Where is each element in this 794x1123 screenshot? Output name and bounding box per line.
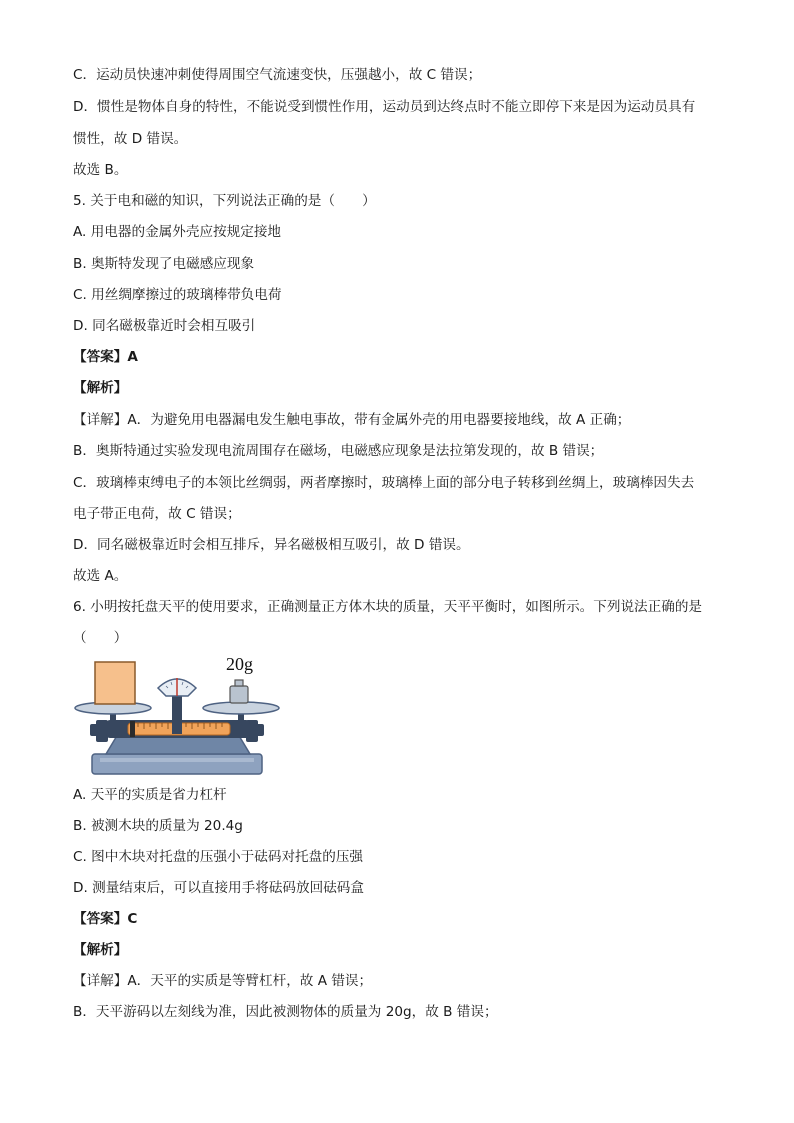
question-6-option-b: B. 被测木块的质量为 20.4g <box>73 818 243 834</box>
question-5-option-a: A. 用电器的金属外壳应按规定接地 <box>73 224 282 240</box>
question-6-detail-b: B．天平游码以左刻线为准，因此被测物体的质量为 20g，故 B 错误； <box>73 1004 498 1020</box>
balance-scale-figure <box>70 650 285 778</box>
text-line-4: 故选 B。 <box>73 162 128 178</box>
question-6-option-a: A. 天平的实质是省力杠杆 <box>73 787 227 803</box>
question-5-detail-c-cont: 电子带正电荷，故 C 错误； <box>73 506 241 522</box>
question-6-stem: 6. 小明按托盘天平的使用要求，正确测量正方体木块的质量，天平平衡时，如图所示。下列说法正确的是 <box>73 599 703 615</box>
question-5-analysis-label: 【解析】 <box>73 380 128 396</box>
question-5-option-b: B. 奥斯特发现了电磁感应现象 <box>73 256 255 272</box>
question-5-detail-d: D．同名磁极靠近时会相互排斥，异名磁极相互吸引，故 D 错误。 <box>73 537 470 553</box>
question-6-analysis-label: 【解析】 <box>73 942 128 958</box>
question-5-option-c: C. 用丝绸摩擦过的玻璃棒带负电荷 <box>73 287 282 303</box>
question-5-detail-b: B．奥斯特通过实验发现电流周围存在磁场，电磁感应现象是法拉第发现的，故 B 错误； <box>73 443 604 459</box>
text-line-3: 惯性，故 D 错误。 <box>73 131 188 147</box>
rider <box>130 721 135 737</box>
wooden-block <box>95 662 135 704</box>
question-5-detail-c: C．玻璃棒束缚电子的本领比丝绸弱，两者摩擦时，玻璃棒上面的部分电子转移到丝绸上，玻璃棒因失去 <box>73 475 695 491</box>
question-5-conclusion: 故选 A。 <box>73 568 128 584</box>
balance-scale-illustration <box>70 650 285 778</box>
weight-body <box>230 686 248 703</box>
question-6-detail-a: 【详解】A．天平的实质是等臂杠杆，故 A 错误； <box>73 973 373 989</box>
question-5-detail-a: 【详解】A．为避免用电器漏电发生触电事故，带有金属外壳的用电器要接地线，故 A 正确； <box>73 412 631 428</box>
question-5-stem: 5. 关于电和磁的知识，下列说法正确的是（ ） <box>73 193 376 209</box>
question-6-stem-cont: （ ） <box>73 630 128 646</box>
weight-label: 20g <box>226 654 253 674</box>
question-6-option-d: D. 测量结束后，可以直接用手将砝码放回砝码盒 <box>73 880 364 896</box>
question-6-answer: 【答案】C <box>73 911 138 927</box>
question-6-option-c: C. 图中木块对托盘的压强小于砝码对托盘的压强 <box>73 849 364 865</box>
question-5-answer: 【答案】A <box>73 349 138 365</box>
text-line-2: D．惯性是物体自身的特性，不能说受到惯性作用，运动员到达终点时不能立即停下来是因为运动员具有 <box>73 99 696 115</box>
right-pan <box>203 702 279 714</box>
question-5-option-d: D. 同名磁极靠近时会相互吸引 <box>73 318 256 334</box>
scale-base <box>92 754 262 774</box>
text-line-1: C．运动员快速冲刺使得周围空气流速变快，压强越小，故 C 错误； <box>73 67 482 83</box>
